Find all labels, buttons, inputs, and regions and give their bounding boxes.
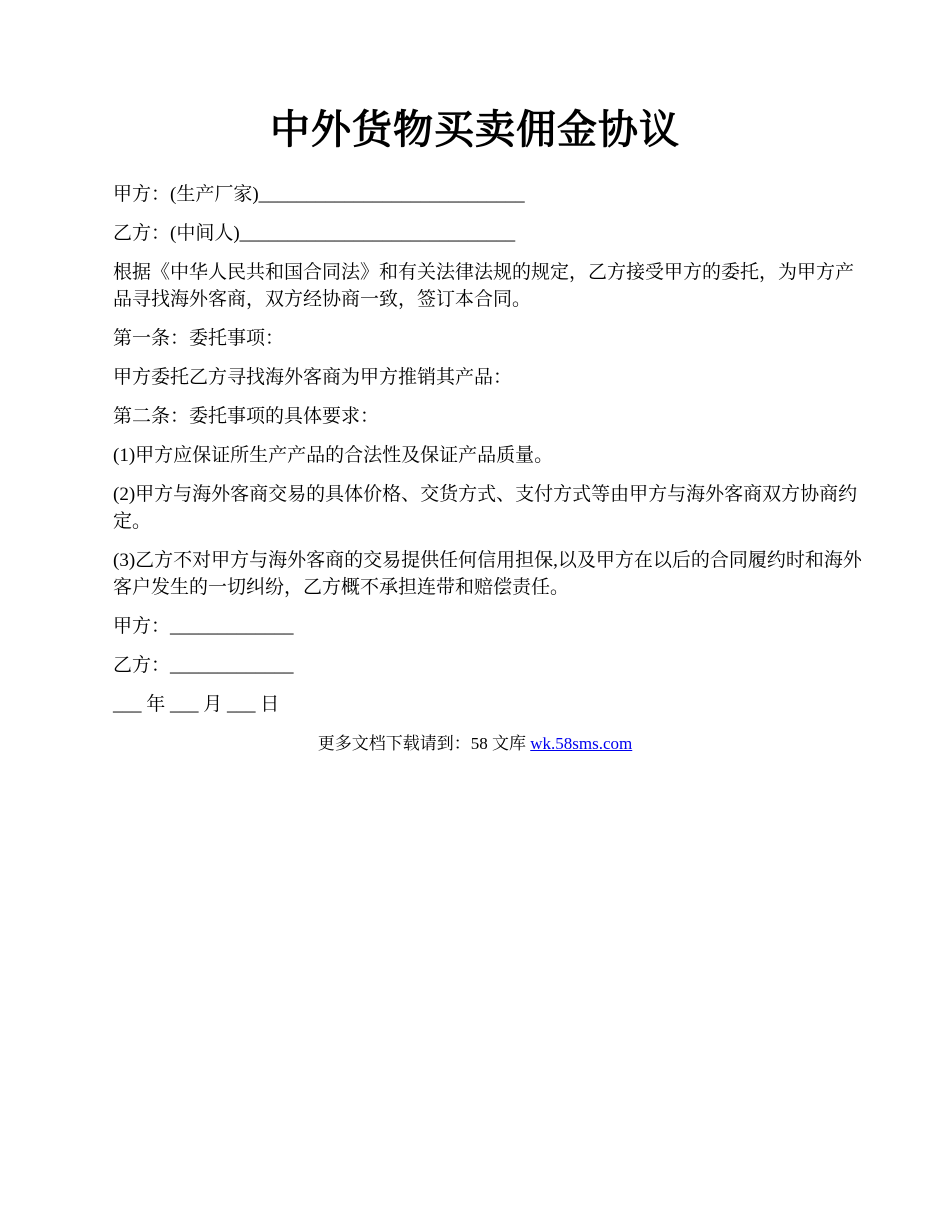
article-1-heading: 第一条：委托事项： — [113, 328, 285, 349]
party-b-blank-line: _____________________________ — [239, 223, 516, 244]
signature-party-a — [113, 613, 868, 640]
signature-party-b-blank: _____________ — [170, 655, 294, 676]
signature-party-b — [113, 652, 868, 679]
clause-2: (2)甲方与海外客商交易的具体价格、交货方式、支付方式等由甲方与海外客商双方协商约定。 — [113, 484, 858, 532]
signature-party-b-label: 乙方： — [113, 655, 171, 676]
footer-link[interactable]: wk.58sms.com — [530, 734, 633, 753]
footer-text: 更多文档下载请到：58 文库 — [317, 734, 531, 753]
party-b-header-line — [113, 220, 868, 247]
party-b-label: 乙方：(中间人) — [113, 223, 240, 244]
intro-paragraph: 根据《中华人民共和国合同法》和有关法律法规的规定，乙方接受甲方的委托，为甲方产品寻找海外客商，双方经协商一致，签订本合同。 — [113, 262, 855, 310]
document-title: 中外货物买卖佣金协议 — [270, 107, 680, 152]
page-footer — [0, 730, 950, 757]
article-2-heading: 第二条：委托事项的具体要求： — [113, 406, 380, 427]
document-body — [0, 181, 950, 718]
clause-1: (1)甲方应保证所生产产品的合法性及保证产品质量。 — [113, 445, 554, 466]
article-1-body: 甲方委托乙方寻找海外客商为甲方推销其产品： — [113, 367, 513, 388]
party-a-blank-line: ____________________________ — [258, 184, 525, 205]
clause-3: (3)乙方不对甲方与海外客商的交易提供任何信用担保,以及甲方在以后的合同履约时和海外客户发生的一切纠纷，乙方概不承担连带和赔偿责任。 — [113, 550, 862, 598]
party-a-label: 甲方：(生产厂家) — [113, 184, 259, 205]
party-a-header-line — [113, 181, 868, 208]
date-line: ___ 年 ___ 月 ___ 日 — [113, 694, 280, 715]
signature-party-a-label: 甲方： — [113, 616, 171, 637]
signature-party-a-blank: _____________ — [170, 616, 294, 637]
